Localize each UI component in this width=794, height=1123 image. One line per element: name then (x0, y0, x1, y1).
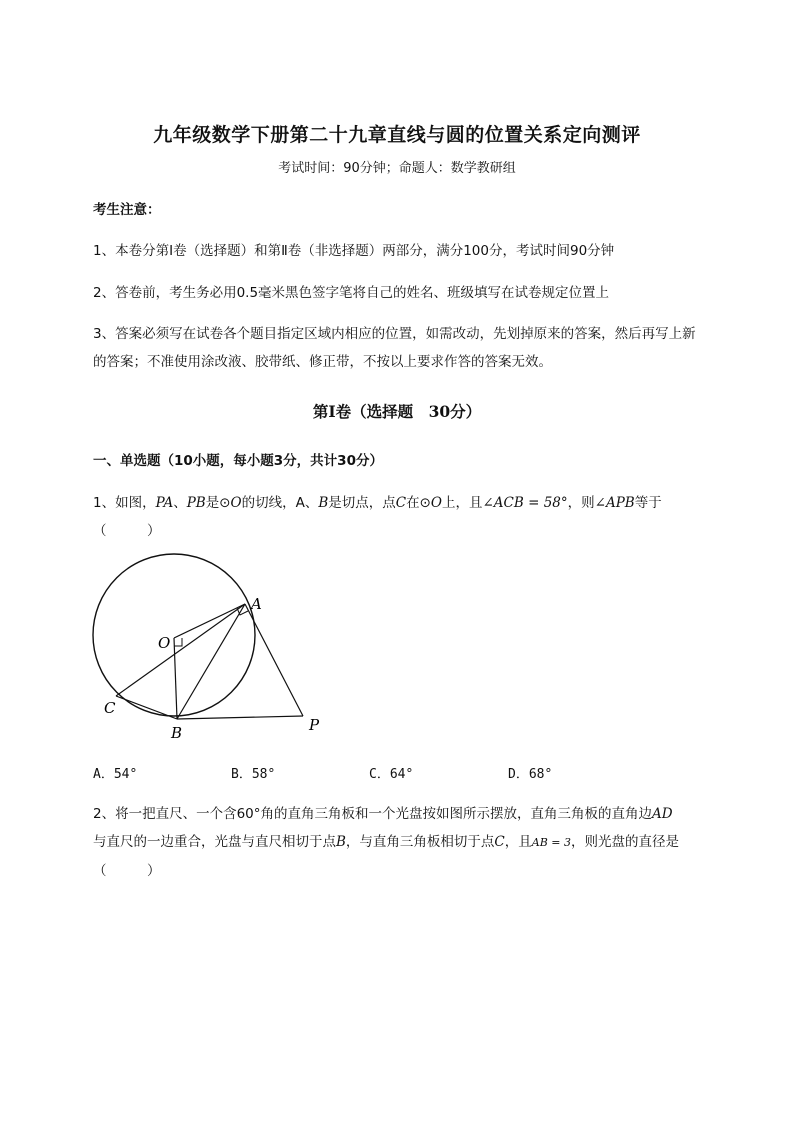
section-heading: 一、单选题（10小题，每小题3分，共计30分） (93, 453, 383, 469)
notice-item-2: 2、答卷前，考生务必用0.5毫米黑色签字笔将自己的姓名、班级填写在试卷规定位置上 (93, 285, 610, 301)
q1-geometry-figure (85, 545, 345, 745)
notice-heading: 考生注意： (93, 202, 161, 218)
q2-text: ，且 (504, 834, 532, 850)
q1-answer-bracket: （ ） (93, 523, 161, 539)
label-o: O (158, 634, 171, 652)
q1-angle-apb: ∠APB (594, 495, 635, 511)
q2-c: C (494, 834, 505, 850)
notice-item-1: 1、本卷分第I卷（选择题）和第Ⅱ卷（非选择题）两部分，满分100分，考试时间90分钟 (93, 243, 615, 259)
q1-angle-acb: ∠ACB = 58° (482, 495, 568, 511)
option-d[interactable]: D．68° (508, 767, 553, 782)
q2-text: 2、将一把直尺、一个含60°角的直角三角板和一个光盘按如图所示摆放，直角三角板的直角边 (93, 806, 653, 822)
segment-ba (177, 604, 245, 719)
tangent-pa (245, 604, 303, 716)
label-a: A (251, 595, 262, 613)
q1-text: 是切点，点 (328, 495, 396, 511)
q1-text: 是⊙ (205, 495, 231, 511)
q2-text: 与直尺的一边重合，光盘与直尺相切于点 (93, 834, 336, 850)
label-b: B (171, 724, 183, 742)
segment-ob (174, 638, 177, 719)
question-1-stem (93, 489, 703, 545)
q2-answer-bracket: （ ） (93, 863, 161, 879)
q1-text: 在⊙ (406, 495, 431, 511)
q2-ad: AD (652, 806, 673, 822)
q1-text: 等于 (634, 495, 662, 511)
q2-text: ，与直角三角板相切于点 (345, 834, 495, 850)
q1-sep: 、 (173, 495, 187, 511)
label-p: P (309, 716, 320, 734)
segment-ca (116, 604, 245, 696)
label-c: C (104, 699, 116, 717)
right-angle-mark-o (174, 638, 182, 646)
notice-item-3: 3、答案必须写在试卷各个题目指定区域内相应的位置，如需改动，先划掉原来的答案，然后再写上新的答案；不准使用涂改液、胶带纸、修正带，不按以上要求作答的答案无效。 (93, 326, 696, 370)
part-title: 第I卷（选择题 30分） (312, 402, 482, 421)
circle-o (93, 554, 255, 716)
q1-c: C (395, 495, 407, 511)
option-b[interactable]: B．58° (231, 767, 276, 782)
q1-options (93, 763, 703, 785)
q1-pb: PB (186, 495, 206, 511)
q1-text: 1、如图， (93, 495, 156, 511)
tangent-pb (177, 716, 303, 719)
option-a[interactable]: A．54° (93, 767, 138, 782)
q2-ab: AB = 3 (531, 836, 572, 849)
q1-text: 上，且 (442, 495, 483, 511)
q1-text: ，则 (567, 495, 595, 511)
q1-o: O (430, 495, 442, 511)
q1-o: O (230, 495, 242, 511)
q2-b: B (336, 834, 346, 850)
q2-text: ，则光盘的直径是 (571, 834, 680, 850)
q1-b: B (318, 495, 329, 511)
segment-cb (116, 696, 177, 719)
question-2-stem (93, 800, 713, 885)
exam-info: 考试时间：90分钟；命题人：数学教研组 (278, 161, 516, 176)
option-c[interactable]: C．64° (369, 767, 414, 782)
q1-pa: PA (155, 495, 174, 511)
page-title: 九年级数学下册第二十九章直线与圆的位置关系定向测评 (153, 124, 641, 146)
q1-text: 的切线，A、 (241, 495, 319, 511)
